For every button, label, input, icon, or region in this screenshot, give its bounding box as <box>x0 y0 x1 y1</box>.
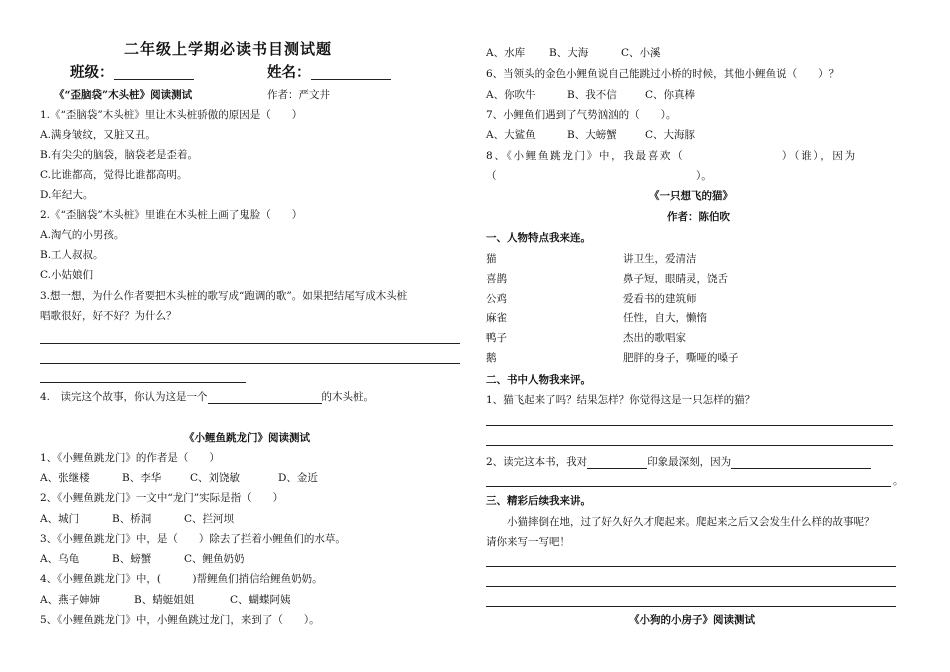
carp-question-5: 5、《小鲤鱼跳龙门》中，小鲤鱼跳过龙门，来到了（ ）。 <box>40 614 320 626</box>
section-title-puppy-house: 《小狗的小房子》阅读测试 <box>629 614 755 626</box>
section-author-wood-stake: 作者：严文井 <box>267 89 330 101</box>
option-1a: A.满身皱纹，又脏又丑。 <box>40 129 156 141</box>
carp-q4-option-c: C、蝴蝶阿姨 <box>230 594 291 606</box>
carp-q1-option-a: A、张继楼 <box>40 472 90 484</box>
carp-q2-option-b: B、桥洞 <box>112 513 152 525</box>
class-label <box>70 64 194 80</box>
match-left-item: 麻雀 <box>486 312 507 324</box>
answer-line[interactable] <box>486 606 896 607</box>
carp-question-7: 7、小鲤鱼们遇到了气势汹汹的（ ）。 <box>486 109 677 121</box>
match-right-item: 鼻子短，眼睛灵，饶舌 <box>623 273 728 285</box>
carp-q3-option-a: A、乌龟 <box>40 553 80 565</box>
carp-q1-option-b: B、李华 <box>122 472 162 484</box>
option-2a: A.淘气的小男孩。 <box>40 229 125 241</box>
answer-line[interactable] <box>486 445 893 446</box>
carp-q7-option-a: A、大鲨鱼 <box>486 129 536 141</box>
question-4-suffix: 的木头桩。 <box>321 391 375 403</box>
carp-q5-option-b: B、大海 <box>549 47 589 59</box>
carp-q5-option-c: C、小溪 <box>621 47 661 59</box>
carp-q4-option-b: B、蜻蜓姐姐 <box>134 594 195 606</box>
carp-question-8-line-1: 8、《小鲤鱼跳龙门》中，我最喜欢（ ）（谁），因为 <box>486 150 857 162</box>
carp-question-3: 3、《小鲤鱼跳龙门》中，是（ ）除去了拦着小鲤鱼们的水草。 <box>40 533 346 545</box>
option-2c: C.小姑娘们 <box>40 269 93 281</box>
carp-q3-option-b: B、螃蟹 <box>112 553 152 565</box>
answer-line[interactable] <box>486 486 891 487</box>
option-1d: D.年纪大。 <box>40 189 94 201</box>
name-field[interactable] <box>311 64 391 80</box>
reason-blank[interactable] <box>731 455 871 469</box>
carp-q4-option-a: A、燕子婶婶 <box>40 594 101 606</box>
carp-q7-option-b: B、大螃蟹 <box>567 129 617 141</box>
carp-q6-option-c: C、你真棒 <box>645 89 696 101</box>
class-label-text: 班级： <box>70 64 114 81</box>
class-field[interactable] <box>114 64 194 80</box>
carp-q2-option-a: A、城门 <box>40 513 80 525</box>
answer-line[interactable] <box>486 425 893 426</box>
name-label <box>267 64 391 80</box>
match-left-item: 猫 <box>486 253 497 265</box>
carp-q5-option-a: A、水库 <box>486 47 526 59</box>
match-left-item: 鸭子 <box>486 332 507 344</box>
part-3-title: 三、精彩后续我来讲。 <box>486 495 591 507</box>
part-2-question-1: 1、猫飞起来了吗？结果怎样？你觉得这是一只怎样的猫？ <box>486 394 756 406</box>
part-1-title: 一、人物特点我来连。 <box>486 232 591 244</box>
carp-q1-option-c: C、刘饶敏 <box>190 472 241 484</box>
section-title-wood-stake: 《“歪脑袋”木头桩》阅读测试 <box>54 89 193 101</box>
question-4-text: 4. 读完这个故事，你认为这是一个 <box>40 391 208 403</box>
section-author-flying-cat: 作者：陈伯吹 <box>667 211 730 223</box>
part-2-question-2-because: 印象最深刻，因为 <box>647 456 732 468</box>
match-right-item: 杰出的歌唱家 <box>623 332 686 344</box>
question-1: 1.《“歪脑袋”木头桩》里让木头桩骄傲的原因是（ ） <box>40 109 303 121</box>
option-1c: C.比谁都高，觉得比谁都高明。 <box>40 169 188 181</box>
carp-question-8-line-2: （ ）。 <box>486 170 712 182</box>
part-2-title: 二、书中人物我来评。 <box>486 374 591 386</box>
impression-blank[interactable] <box>587 455 647 469</box>
part-2-question-2-end: 。 <box>893 475 904 487</box>
carp-q1-option-d: D、金近 <box>278 472 318 484</box>
match-right-item: 肥胖的身子，嘶哑的嗓子 <box>623 352 739 364</box>
carp-question-4: 4、《小鲤鱼跳龙门》中，( )帮鲤鱼们捎信给鲤鱼奶奶。 <box>40 573 323 585</box>
answer-line[interactable] <box>40 382 246 383</box>
section-title-flying-cat: 《一只想飞的猫》 <box>649 190 733 202</box>
match-right-item: 爱看书的建筑师 <box>623 293 697 305</box>
name-label-text: 姓名： <box>267 64 311 81</box>
part-3-prompt-line-2: 请你来写一写吧！ <box>486 536 570 548</box>
carp-q2-option-c: C、拦河坝 <box>184 513 235 525</box>
match-left-item: 鹅 <box>486 352 497 364</box>
option-2b: B.工人叔叔。 <box>40 249 104 261</box>
match-right-item: 讲卫生，爱清洁 <box>623 253 697 265</box>
answer-line[interactable] <box>486 586 896 587</box>
carp-question-6: 6、当领头的金色小鲤鱼说自己能跳过小桥的时候，其他小鲤鱼说（ ）？ <box>486 68 840 80</box>
carp-question-2: 2、《小鲤鱼跳龙门》一文中“龙门”实际是指（ ） <box>40 492 284 504</box>
answer-line[interactable] <box>40 343 460 344</box>
part-2-question-2 <box>486 455 871 469</box>
match-left-item: 公鸡 <box>486 293 507 305</box>
answer-line[interactable] <box>486 566 896 567</box>
question-4-blank[interactable] <box>208 390 322 404</box>
question-3-line-1: 3.想一想，为什么作者要把木头桩的歌写成“跑调的歌”。如果把结尾写成木头桩 <box>40 290 408 302</box>
question-3-line-2: 唱歌很好，好不好？为什么？ <box>40 310 177 322</box>
answer-line[interactable] <box>40 363 460 364</box>
match-right-item: 任性，自大，懒惰 <box>623 312 707 324</box>
carp-q6-option-a: A、你吹牛 <box>486 89 536 101</box>
carp-q3-option-c: C、鲤鱼奶奶 <box>184 553 245 565</box>
match-left-item: 喜鹊 <box>486 273 507 285</box>
question-4 <box>40 390 374 404</box>
part-3-prompt-line-1: 小猫摔倒在地，过了好久好久才爬起来。爬起来之后又会发生什么样的故事呢？ <box>507 516 875 528</box>
carp-q6-option-b: B、我不信 <box>567 89 617 101</box>
page-title: 二年级上学期必读书目测试题 <box>124 40 333 58</box>
question-2: 2.《“歪脑袋”木头桩》里谁在木头桩上画了鬼脸（ ） <box>40 209 303 221</box>
part-2-question-2-text: 2、读完这本书，我对 <box>486 456 588 468</box>
section-title-carp: 《小鲤鱼跳龙门》阅读测试 <box>184 432 310 444</box>
carp-question-1: 1、《小鲤鱼跳龙门》的作者是（ ） <box>40 452 220 464</box>
option-1b: B.有尖尖的脑袋，脑袋老是歪着。 <box>40 149 199 161</box>
carp-q7-option-c: C、大海豚 <box>645 129 696 141</box>
